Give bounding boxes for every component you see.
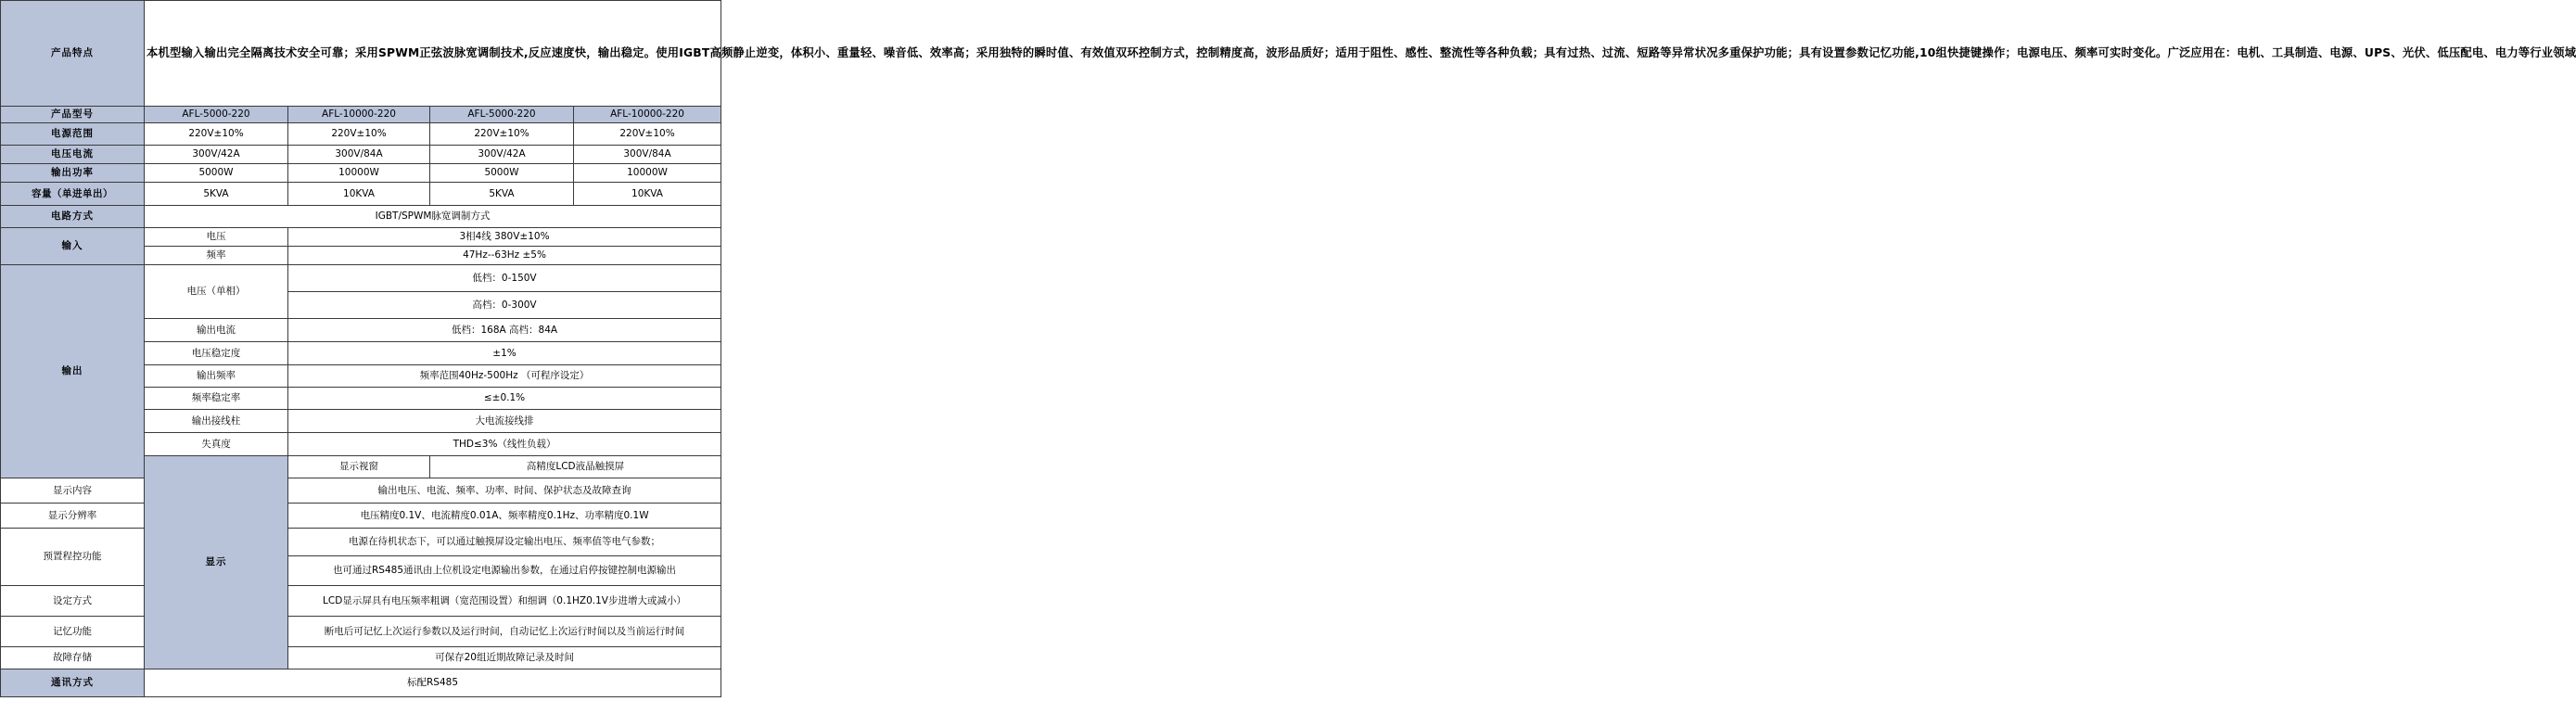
circuit-row [1,206,721,228]
comm-row [1,669,721,697]
output-power-label: 输出功率 [1,164,145,183]
display-setting-row [1,586,721,617]
input-label: 输入 [1,228,145,265]
input-voltage-value: 3相4线 380V±10% [288,228,721,247]
capacity-row [1,183,721,206]
display-content-label: 显示内容 [1,478,145,504]
features-label: 产品特点 [1,1,145,107]
output-power-cell: 5000W [430,164,574,183]
power-range-cell: 220V±10% [288,123,430,146]
model-cell: AFL-10000-220 [288,107,430,123]
voltage-current-label: 电压电流 [1,146,145,164]
output-low-row [1,265,721,292]
display-resolution-label: 显示分辨率 [1,504,145,529]
capacity-label: 容量（单进单出） [1,183,145,206]
voltage-current-cell: 300V/84A [574,146,721,164]
model-cell: AFL-10000-220 [574,107,721,123]
input-freq-label: 频率 [145,247,288,265]
display-fault-row [1,647,721,669]
output-voltage-single-label: 电压（单相） [145,265,288,319]
output-terminal-value: 大电流接线排 [288,410,721,433]
output-power-cell: 10000W [574,164,721,183]
output-stability-label: 电压稳定度 [145,342,288,365]
model-row [1,107,721,123]
display-memory-label: 记忆功能 [1,617,145,647]
display-memory-row [1,617,721,647]
features-text: 本机型输入输出完全隔离技术安全可靠；采用SPWM正弦波脉宽调制技术,反应速度快，输出稳定。使用IGBT高频静止逆变，体积小、重量轻、噪音低、效率高；采用独特的瞬时值、有效值双环控制方式，控制精度高，波形品质好；适用于阻性、感性、整流性等各种负载；具有过热、过流、短路等异常状况多重保护功能；具有设置参数记忆功能,10组快捷键操作；电源电压、频率可实时变化。广泛应用在：电机、工具制造、电源、UPS、光伏、低压配电、电力等行业领域 [145,1,721,107]
display-preset-label: 预置程控功能 [1,529,145,586]
capacity-cell: 5KVA [430,183,574,206]
model-cell: AFL-5000-220 [145,107,288,123]
display-window-value: 高精度LCD液晶触摸屏 [430,456,721,478]
circuit-label: 电路方式 [1,206,145,228]
capacity-cell: 5KVA [145,183,288,206]
display-content-value: 输出电压、电流、频率、功率、时间、保护状态及故障查询 [288,478,721,504]
display-memory-value: 断电后可记忆上次运行参数以及运行时间，自动记忆上次运行时间以及当前运行时间 [288,617,721,647]
features-row [1,1,721,107]
power-range-cell: 220V±10% [574,123,721,146]
display-setting-label: 设定方式 [1,586,145,617]
circuit-value: IGBT/SPWM脉宽调制方式 [145,206,721,228]
display-fault-value: 可保存20组近期故障记录及时间 [288,647,721,669]
voltage-current-cell: 300V/84A [288,146,430,164]
model-cell: AFL-5000-220 [430,107,574,123]
output-freq-stab-label: 频率稳定率 [145,388,288,410]
voltage-current-cell: 300V/42A [430,146,574,164]
power-range-label: 电源范围 [1,123,145,146]
display-setting-value: LCD显示屏具有电压频率粗调（宽范围设置）和细调（0.1HZ0.1V步进增大或减小） [288,586,721,617]
input-voltage-row [1,228,721,247]
display-preset-row-1 [1,529,721,556]
output-freq-label: 输出频率 [145,365,288,388]
display-resolution-value: 电压精度0.1V、电流精度0.01A、频率精度0.1Hz、功率精度0.1W [288,504,721,529]
output-power-cell: 5000W [145,164,288,183]
output-freq-stab-value: ≤±0.1% [288,388,721,410]
comm-label: 通讯方式 [1,669,145,697]
output-distortion-value: THD≤3%（线性负载） [288,433,721,456]
output-high-range: 高档：0-300V [288,292,721,319]
output-distortion-label: 失真度 [145,433,288,456]
model-label: 产品型号 [1,107,145,123]
output-power-row [1,164,721,183]
input-voltage-label: 电压 [145,228,288,247]
power-range-cell: 220V±10% [430,123,574,146]
display-window-label: 显示视窗 [288,456,430,478]
display-resolution-row [1,504,721,529]
power-range-row [1,123,721,146]
display-label: 显示 [145,456,288,669]
output-power-cell: 10000W [288,164,430,183]
capacity-cell: 10KVA [288,183,430,206]
output-freq-value: 频率范围40Hz-500Hz （可程序设定） [288,365,721,388]
display-content-row [1,478,721,504]
output-current-label: 输出电流 [145,319,288,342]
comm-value: 标配RS485 [145,669,721,697]
voltage-current-cell: 300V/42A [145,146,288,164]
voltage-current-row [1,146,721,164]
power-range-cell: 220V±10% [145,123,288,146]
capacity-cell: 10KVA [574,183,721,206]
input-freq-value: 47Hz--63Hz ±5% [288,247,721,265]
output-current-value: 低档：168A 高档：84A [288,319,721,342]
output-low-range: 低档：0-150V [288,265,721,292]
output-terminal-label: 输出接线柱 [145,410,288,433]
display-preset-value-2: 也可通过RS485通讯由上位机设定电源输出参数，在通过启停按键控制电源输出 [288,556,721,586]
display-fault-label: 故障存储 [1,647,145,669]
output-label: 输出 [1,265,145,478]
display-preset-value-1: 电源在待机状态下，可以通过触摸屏设定输出电压、频率值等电气参数； [288,529,721,556]
output-stability-value: ±1% [288,342,721,365]
